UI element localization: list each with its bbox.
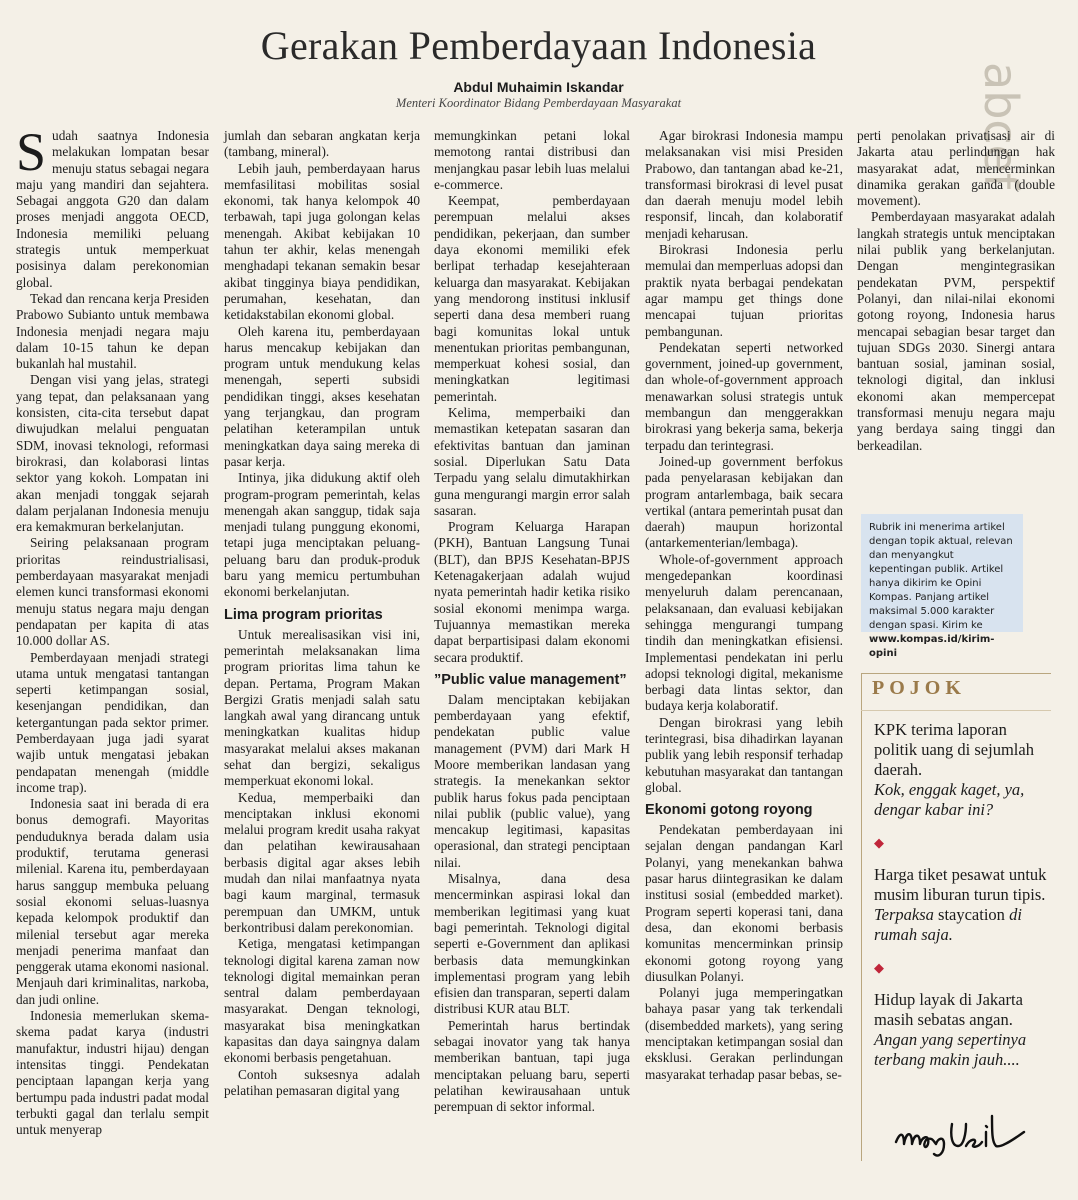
submission-info-box (861, 514, 1023, 659)
paragraph: Pemerintah harus bertindak sebagai inovator yang tak hanya memberikan bantuan, tapi juga menciptakan peluang baru, seperti pelatihan kewirausahaan untuk perempuan di sektor informal. (434, 1017, 630, 1115)
article-column-5 (857, 128, 1055, 483)
paragraph: Dengan visi yang jelas, strategi yang tepat, dan pelaksanaan yang konsisten, cita-cita tersebut dapat diwujudkan melalui penguatan SDM, inovasi teknologi, reformasi birokrasi, dan kolaborasi lintas sektor yang kokoh. Lompatan ini akan menjadi tonggak sejarah dalam perjalanan Indonesia menuju era kemakmuran berkelanjutan. (16, 372, 209, 535)
pojok-comment: Terpaksa staycation di rumah saja. (874, 905, 1022, 944)
paragraph: Sudah saatnya Indonesia melakukan lompatan besar menuju status sebagai negara maju yang mandiri dan sejahtera. Sebagai anggota G20 dan dalam proses menjadi anggota OECD, Indonesia memiliki peluang strategis untuk memperkuat posisinya dalam perekonomian global. (16, 122, 209, 290)
paragraph: Dalam menciptakan kebijakan pemberdayaan yang efektif, pendekatan public value management (PVM) dari Mark H Moore memberikan landasan yang strategis. Ia menekankan sektor publik harus fokus pada penciptaan nilai publik (public value), yang mencakup legitimasi, kapasitas operasional, dan strategi penciptaan nilai. (434, 691, 630, 870)
paragraph: Kelima, memperbaiki dan memastikan ketepatan sasaran dan efektivitas bantuan dan jaminan sosial. Diperlukan Satu Data Terpadu yang selalu dimutakhirkan guna mengurangi margin error salah sasaran. (434, 405, 630, 518)
paragraph: Indonesia saat ini berada di era bonus demografi. Mayoritas penduduknya berada dalam usia produktif, terutama generasi milenial. Karena itu, pemberdayaan harus sanggup membuka peluang sosial ekonomi seluas-luasnya kepada kelompok produktif dan milenial tersebut agar mereka menjadi penerima manfaat dan penggerak utama ekonomi nasional. Menjauh dari kriminalitas, narkoba, dan judi online. (16, 796, 209, 1007)
pojok-heading: POJOK (872, 677, 966, 699)
pojok-heading-rule (861, 710, 1051, 711)
paragraph: Polanyi juga memperingatkan bahaya pasar yang tak terkendali (disembedded markets), yang sering menciptakan ketimpangan sosial dan eksklusi. Gerakan perlindungan masyarakat terhadap pasar bebas, se- (645, 985, 843, 1082)
paragraph: Agar birokrasi Indonesia mampu melaksanakan visi misi Presiden Prabowo, dan tantangan abad ke-21, transformasi birokrasi di level pusat dan daerah menuju model lebih responsif, lincah, dan kolaboratif menjadi keharusan. (645, 128, 843, 241)
paragraph: Indonesia memerlukan skema-skema padat karya (industri manufaktur, industri hijau) dengan intensitas tinggi. Pendekatan penciptaan lapangan kerja yang bertumpu pada industri padat modal terbukti gagal dan terlalu sempit untuk menyerap (16, 1008, 209, 1138)
paragraph: Misalnya, dana desa mencerminkan aspirasi lokal dan memberikan legitimasi yang kuat bagi pemerintah. Teknologi digital seperti e-Government dan aplikasi berbasis data memungkinkan implementasi program yang lebih efisien dan transparan, seperti dalam distribusi KUR atau BLT. (434, 871, 630, 1017)
section-heading-lima-program: Lima program prioritas (224, 606, 383, 623)
info-text: Rubrik ini menerima artikel dengan topik aktual, relevan dan menyangkut kepentingan publik. Artikel hanya dikirim ke Opini Kompas. Panjang artikel maksimal 5.000 karakter dengan spasi. Kirim ke (869, 522, 1013, 631)
paragraph: Pendekatan seperti networked government, joined-up government, dan whole-of-government approach menawarkan solusi strategis untuk membangun dan menggerakkan birokrasi yang bekerja sama, bekerja terpadu dan terintegrasi. (645, 339, 843, 453)
paragraph: Joined-up government berfokus pada penyelarasan kebijakan dan program antarlembaga, baik secara vertikal (antara pemerintah pusat dan daerah) maupun horizontal (antarkementerian/lembaga). (645, 453, 843, 551)
paragraph: Seiring pelaksanaan program prioritas reindustrialisasi, pemberdayaan masyarakat menjadi elemen kunci transformasi ekonomi menuju status negara maju dengan pendapatan per kapita di atas 10.000 dollar AS. (16, 535, 209, 649)
author-role: Menteri Koordinator Bidang Pemberdayaan Masyarakat (395, 96, 682, 110)
paragraph: Contoh suksesnya adalah pelatihan pemasaran digital yang (224, 1066, 420, 1098)
diamond-bullet-icon: ◆ (874, 960, 884, 975)
paragraph: Pendekatan pemberdayaan ini sejalan dengan pandangan Karl Polanyi, yang menekankan bahwa pasar harus diintegrasikan ke dalam institusi sosial (embedded market). Program seperti koperasi tani, dana desa, dan ekonomi berbasis komunitas mencerminkan prinsip ekonomi gotong royong yang diusulkan Polanyi. (645, 822, 843, 984)
side-masthead-text: abcef (974, 62, 1028, 190)
pojok-statement: Harga tiket pesawat untuk musim liburan turun tipis. (874, 865, 1047, 904)
paragraph: Keempat, pemberdayaan perempuan melalui akses pendidikan, pekerjaan, dan sumber daya ekonomi memiliki efek berlipat terhadap kesejahteraan keluarga dan masyarakat. Kebijakan yang mendorong institusi inklusif seperti dana desa memberi ruang bagi komunitas lokal untuk menentukan prioritas pembangunan, memperkuat kohesi sosial, dan meningkatkan legitimasi pemerintah. (434, 193, 630, 404)
paragraph: Pemberdayaan menjadi strategi utama untuk mengatasi tantangan seperti ketimpangan sosial, kesenjangan pendidikan, dan ketergantungan pada sektor primer. Pemberdayaan juga jadi syarat wajib untuk mengatasi jebakan pendapatan menengah (middle income trap). (16, 649, 209, 795)
article-author: Abdul Muhaimin Iskandar (453, 79, 624, 95)
pojok-item (874, 990, 1054, 1070)
article-column-2 (224, 128, 420, 1168)
paragraph: Oleh karena itu, pemberdayaan harus mencakup kebijakan dan program untuk mendukung kelas menengah, seperti subsidi pendidikan tinggi, akses kesehatan yang terjangkau, dan program pelatihan keterampilan untuk meningkatkan daya saing mereka di pasar kerja. (224, 323, 420, 469)
paragraph: perti penolakan privatisasi air di Jakarta atau perlindungan hak masyarakat adat, mencerminkan dinamika gerakan ganda (double movement). (857, 128, 1055, 209)
submission-link[interactable]: www.kompas.id/kirim-opini (869, 634, 995, 659)
section-heading-public-value: ”Public value management” (434, 671, 627, 688)
paragraph: Birokrasi Indonesia perlu memulai dan memperluas adopsi dan praktik nyata berbagai pendekatan agar mampu get things done mencapai tujuan prioritas pembangunan. (645, 242, 843, 339)
article-column-1 (16, 122, 209, 1168)
paragraph: jumlah dan sebaran angkatan kerja (tambang, mineral). (224, 128, 420, 160)
paragraph: Lebih jauh, pemberdayaan harus memfasilitasi mobilitas sosial ekonomi, tak hanya kelompok 40 terbawah, tapi juga golongan kelas menengah. Akibat kebijakan 10 tahun ter akhir, kelas menengah menghadapi tekanan semakin besar akibat tingginya biaya pendidikan, perumahan, kesehatan, dan ketidakstabilan ekonomi global. (224, 160, 420, 323)
pojok-side-rule (861, 673, 862, 1161)
paragraph: Tekad dan rencana kerja Presiden Prabowo Subianto untuk membawa Indonesia menjadi negara maju dalam 10-15 tahun ke depan bukanlah hal mustahil. (16, 290, 209, 372)
section-heading-gotong-royong: Ekonomi gotong royong (645, 802, 813, 819)
pojok-item (874, 720, 1054, 820)
article-title: Gerakan Pemberdayaan Indonesia (260, 23, 817, 68)
paragraph: Kedua, memperbaiki dan menciptakan inklusi ekonomi melalui program kredit usaha rakyat dan pelatihan kewirausahaan berbasis digital agar akses lebih mudah dan nilai manfaatnya nyata bagi kaum marginal, termasuk perempuan dan UMKM, untuk berkontribusi dalam perekonomian. (224, 789, 420, 935)
paragraph: Intinya, jika didukung aktif oleh program-program pemerintah, kelas menengah akan sanggup, tidak saja menjadi tulang punggung ekonomi, tetapi juga menciptakan peluang-peluang baru dan produk-produk baru yang memicu pertumbuhan ekonomi berkelanjutan. (224, 470, 420, 600)
mang-usil-signature (892, 1102, 1032, 1162)
pojok-statement: KPK terima laporan politik uang di sejumlah daerah. (874, 720, 1034, 779)
diamond-bullet-icon: ◆ (874, 835, 884, 850)
paragraph: memungkinkan petani lokal memotong rantai distribusi dan menjangkau pasar lebih luas melalui e-commerce. (434, 128, 630, 192)
pojok-column (874, 720, 1054, 1070)
drop-cap: S (16, 122, 47, 182)
paragraph: Dengan birokrasi yang lebih terintegrasi, bisa dihadirkan layanan publik yang lebih responsif terhadap kebutuhan masyarakat dan tantangan global. (645, 714, 843, 795)
pojok-comment: Kok, enggak kaget, ya, dengar kabar ini? (874, 780, 1025, 819)
paragraph: Program Keluarga Harapan (PKH), Bantuan Langsung Tunai (BLT), dan BPJS Kesehatan-BPJS Ketenagakerjaan adalah wujud nyata pemerintah hadir ketika risiko sosial ekonomi menimpa warga. Tujuannya memastikan mereka dapat berpartisipasi dalam ekonomi secara produktif. (434, 519, 630, 665)
pojok-statement: Hidup layak di Jakarta masih sebatas angan. (874, 990, 1023, 1029)
paragraph: Pemberdayaan masyarakat adalah langkah strategis untuk menciptakan nilai publik yang berkelanjutan. Dengan mengintegrasikan pendekatan PVM, perspektif Polanyi, dan nilai-nilai ekonomi gotong royong, Indonesia harus mencapai sebagian besar target dan tujuan SDGs 2030. Sinergi antara bantuan sosial, jaminan sosial, teknologi digital, dan inklusi ekonomi akan mempercepat transformasi menuju negara maju yang berdaya saing tinggi dan berkeadilan. (857, 209, 1055, 453)
article-column-3 (434, 128, 630, 1168)
article-column-4 (645, 128, 843, 1168)
paragraph: Whole-of-government approach mengedepankan koordinasi menyeluruh dalam perencanaan, pelaksanaan, dan evaluasi kebijakan sehingga mengurangi tumpang tindih dan meningkatkan efisiensi. Implementasi pendekatan ini perlu adopsi teknologi digital, mekanisme berbagi data lintas sektor, dan budaya kerja kolaboratif. (645, 551, 843, 714)
pojok-comment: Angan yang sepertinya terbang makin jauh.... (874, 1030, 1027, 1069)
pojok-item (874, 865, 1054, 945)
paragraph: Ketiga, mengatasi ketimpangan teknologi digital karena zaman now teknologi digital memainkan peran sentral dalam pemberdayaan masyarakat. Dengan teknologi, masyarakat bisa meningkatkan kapasitas dan daya saingnya dalam ekonomi berbasis pengetahuan. (224, 936, 420, 1066)
pojok-top-rule (861, 673, 1051, 674)
paragraph: Untuk merealisasikan visi ini, pemerintah melaksanakan lima program prioritas lima tahun ke depan. Pertama, Program Makan Bergizi Gratis menjadi salah satu langkah awal yang dirancang untuk meningkatkan kualitas hidup masyarakat melalui akses makanan sehat dan bergizi, sekaligus memperkuat ekonomi lokal. (224, 626, 420, 789)
